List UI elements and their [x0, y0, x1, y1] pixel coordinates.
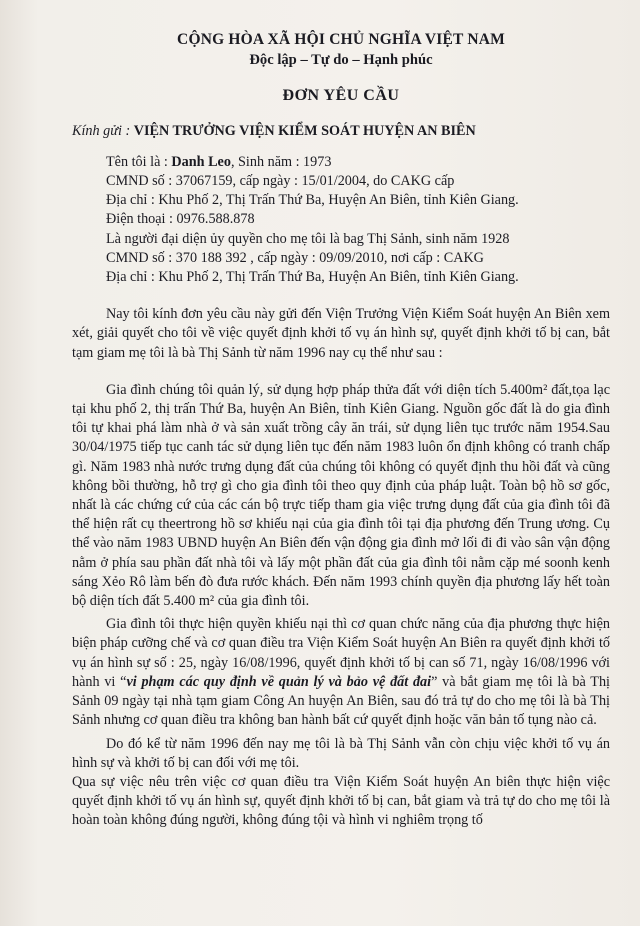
paragraph-land-history: Gia đình chúng tôi quản lý, sử dụng hợp pháp thửa đất với diện tích 5.400m² đất,tọa lạc tại khu phố 2, thị trấn Thứ Ba, huyện An Biên, tỉnh Kiên Giang. Nguồn gốc đất là do gia đình tôi tự khai phá làm nhà ở và sản xuất trồng cây ăn trái, sử dụng liên tục trước năm 1954.Sau 30/04/1975 tiếp tục canh tác sử dụng liên tục đến năm 1983 luôn ổn định không có tranh chấp gì. Năm 1983 nhà nước trưng dụng đất của chúng tôi không có quyết định thu hồi đất và cũng không bồi thường, hỗ trợ gì cho gia đình tôi theo quy định của pháp luật. Toàn bộ hồ sơ gốc, nhất là các chứng cứ của các cán bộ trực tiếp tham gia việc trưng dụng đất của gia đình tôi đã thể hiện rất cụ theertrong hồ sơ khiếu nại của gia đình tôi tại địa phương đến Trung ương. Cụ thể vào năm 1983 UBND huyện An Biên đến vận động gia đình mở lối đi đi vào sân vận động nằm ở phía sau phần đất nhà tôi và lấy một phần đất của gia đình tôi nằm cặp mé soonh kenh sáng Xẻo Rô làm bến đò đưa rước khách. Đến năm 1993 chính quyền địa phương lấy hết toàn bộ diện tích đất 5.400 m² của gia đình tôi. — [72, 381, 610, 610]
representative-line: Là người đại diện ủy quyền cho mẹ tôi là bag Thị Sảnh, sinh năm 1928 — [106, 230, 510, 247]
birth-year: , Sinh năm : 1973 — [230, 153, 332, 170]
applicant-name: Danh Leo — [171, 153, 231, 170]
recipient-line — [72, 122, 610, 141]
paragraph-ongoing-prosecution: Do đó kể từ năm 1996 đến nay mẹ tôi là bà Thị Sảnh vẫn còn chịu việc khởi tố vụ án hình sự và khởi tố bị can đối với mẹ tôi. — [72, 735, 610, 771]
complaint-text-end: ” và bắt giam mẹ tôi là bà Thị Sảnh 09 ngày tại nhà tạm giam Công An huyện An Biên, sau đó trả tự do cho mẹ tôi là bà Thị Sảnh nhưng cơ quan điều tra không ban hành bất cứ quyết định hoặc văn bản tố tụng nào cả. — [72, 673, 611, 729]
applicant-address-line: Địa chỉ : Khu Phố 2, Thị Trấn Thứ Ba, Huyện An Biên, tỉnh Kiên Giang. — [106, 192, 519, 209]
applicant-id-line: CMND số : 37067159, cấp ngày : 15/01/2004, do CAKG cấp — [106, 173, 455, 190]
applicant-name-line — [106, 153, 610, 172]
violation-quote: vi phạm các quy định về quản lý và bảo vệ đất đai — [126, 673, 432, 690]
applicant-phone-line: Điện thoại : 0976.588.878 — [106, 211, 255, 228]
national-motto: Độc lập – Tự do – Hạnh phúc — [249, 52, 433, 69]
complaint-text-start: Gia đình tôi thực hiện quyền khiếu nại thì cơ quan chức năng của địa phương thực hiện biện pháp cưỡng chế và cơ quan điều tra Viện Kiểm Soát huyện An Biên ra quyết định khởi tố vụ án hình sự số : 25, ngày 16/08/1996, quyết định khởi tố bị can số 71, ngày 16/08/1996 với hành vi “ — [72, 616, 610, 690]
name-prefix: Tên tôi là : — [106, 153, 168, 170]
paragraph-complaint — [72, 615, 610, 730]
paragraph-conclusion: Qua sự việc nêu trên việc cơ quan điều tra Viện Kiểm Soát huyện An biên thực hiện việc quyết định khởi tố vụ án hình sự, quyết định khởi tố bị can, bắt giam và trả tự do cho mẹ tôi là hoàn toàn không đúng người, không đúng tội và hình vi nghiêm trọng tố — [72, 773, 610, 829]
paragraph-request: Nay tôi kính đơn yêu cầu này gửi đến Viện Trưởng Viện Kiểm Soát huyện An Biên xem xét, giải quyết cho tôi về việc quyết định khởi tố vụ án hình sự, quyết định khởi tố bị can, bắt tạm giam mẹ tôi là bà Thị Sảnh từ năm 1996 nay cụ thể như sau : — [72, 306, 610, 361]
national-heading: CỘNG HÒA XÃ HỘI CHỦ NGHĨA VIỆT NAM — [177, 31, 505, 48]
representative-id-line: CMND số : 370 188 392 , cấp ngày : 09/09/2010, nơi cấp : CAKG — [106, 249, 484, 266]
recipient-value: VIỆN TRƯỞNG VIỆN KIỂM SOÁT HUYỆN AN BIÊN — [133, 122, 476, 139]
document-title: ĐƠN YÊU CẦU — [282, 87, 400, 105]
applicant-info — [106, 153, 610, 287]
recipient-label: Kính gửi : — [72, 122, 131, 139]
representative-address-line: Địa chỉ : Khu Phố 2, Thị Trấn Thứ Ba, Huyện An Biên, tỉnh Kiên Giang. — [106, 269, 519, 286]
